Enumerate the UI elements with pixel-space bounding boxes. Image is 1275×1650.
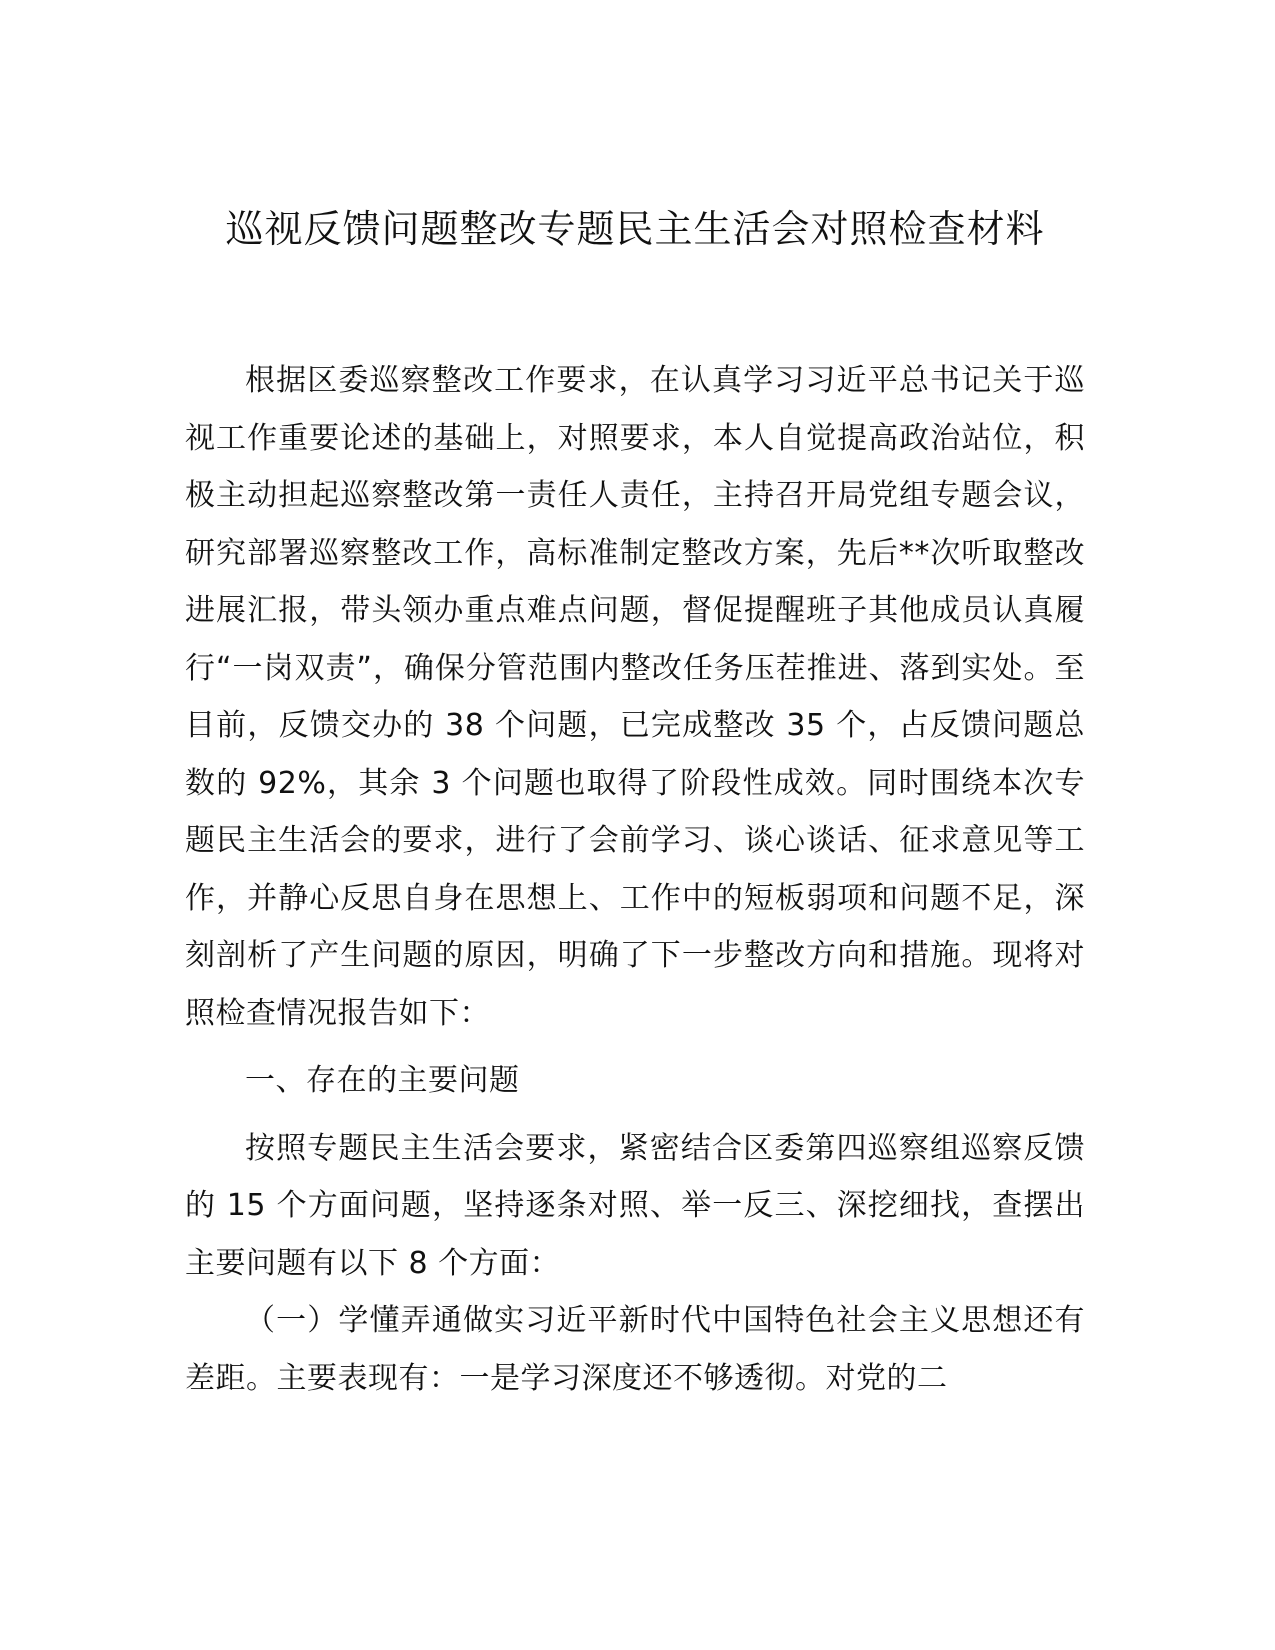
document-title: 巡视反馈问题整改专题民主生活会对照检查材料 bbox=[225, 207, 1045, 251]
section-heading: 一、存在的主要问题 bbox=[245, 1063, 520, 1098]
subsection-paragraph: （一）学懂弄通做实习近平新时代中国特色社会主义思想还有差距。主要表现有：一是学习深度还不够透彻。对党的二 bbox=[185, 1303, 1085, 1396]
document-body bbox=[185, 352, 1085, 1407]
intro-paragraph: 根据区委巡察整改工作要求，在认真学习习近平总书记关于巡视工作重要论述的基础上，对照要求，本人自觉提高政治站位，积极主动担起巡察整改第一责任人责任，主持召开局党组专题会议，研究部署巡察整改工作，高标准制定整改方案，先后**次听取整改进展汇报，带头领办重点难点问题，督促提醒班子其他成员认真履行“一岗双责”，确保分管范围内整改任务压茬推进、落到实处。至目前，反馈交办的 38 个问题，已完成整改 35 个，占反馈问题总数的 92%，其余 3 个问题也取得了阶段性成效。同时围绕本次专题民主生活会的要求，进行了会前学习、谈心谈话、征求意见等工作，并静心反思自身在思想上、工作中的短板弱项和问题不足，深刻剖析了产生问题的原因，明确了下一步整改方向和措施。现将对照检查情况报告如下： bbox=[185, 363, 1085, 1031]
section-paragraph: 按照专题民主生活会要求，紧密结合区委第四巡察组巡察反馈的 15 个方面问题，坚持逐条对照、举一反三、深挖细找，查摆出主要问题有以下 8 个方面： bbox=[185, 1130, 1085, 1281]
